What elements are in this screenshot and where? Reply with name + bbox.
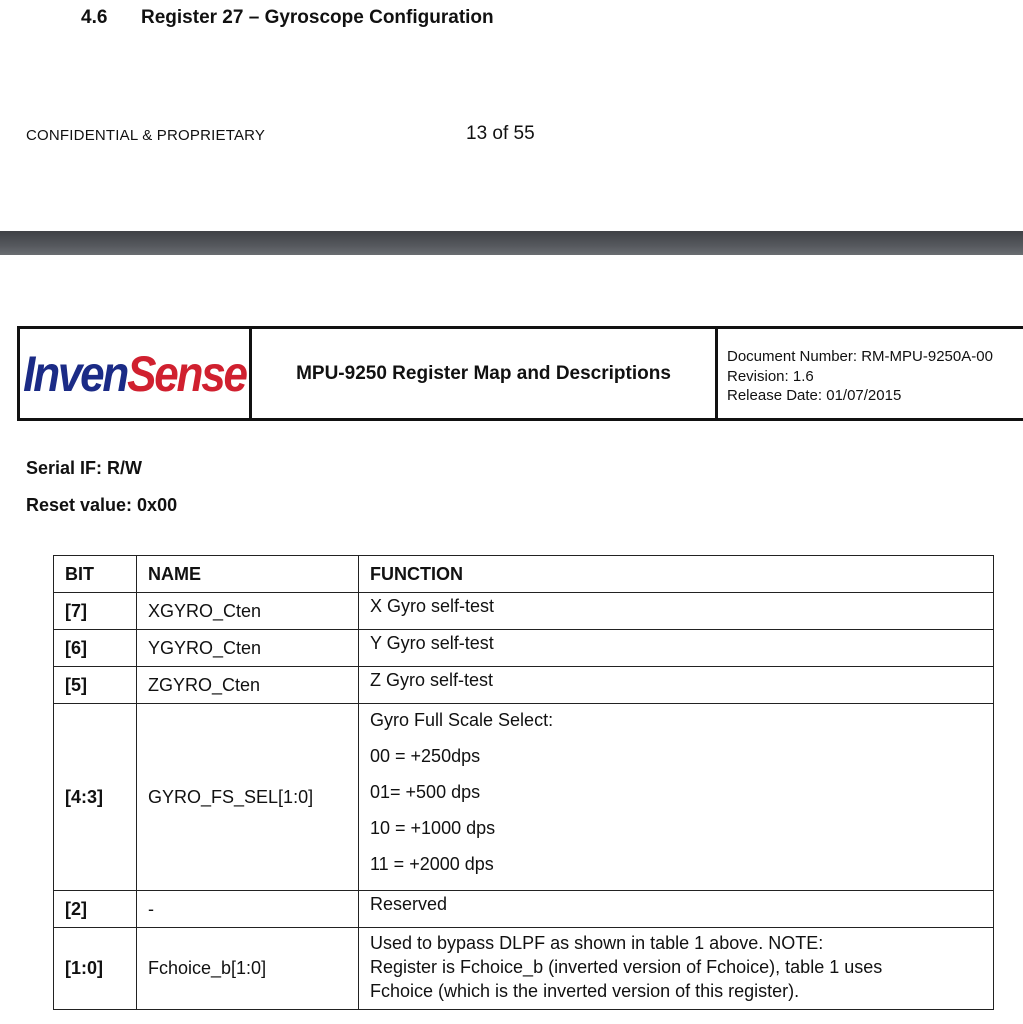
function-line: 01= +500 dps xyxy=(370,782,481,802)
function-line: Fchoice (which is the inverted version of this register). xyxy=(370,981,800,1001)
release-date: Release Date: 01/07/2015 xyxy=(727,387,902,404)
function-cell: X Gyro self-test xyxy=(359,593,994,630)
bit-cell: [4:3] xyxy=(54,704,137,891)
function-cell xyxy=(359,704,994,891)
function-cell xyxy=(359,928,994,1010)
register-table xyxy=(53,555,994,1010)
table-row xyxy=(54,891,994,928)
name-cell: - xyxy=(137,891,359,928)
bit-cell: [6] xyxy=(54,630,137,667)
logo-part-inven: Inven xyxy=(23,345,128,402)
logo-cell xyxy=(20,329,252,418)
document-title: MPU-9250 Register Map and Descriptions xyxy=(252,329,718,418)
function-line: 11 = +2000 dps xyxy=(370,854,494,874)
page-separator xyxy=(0,231,1023,255)
function-cell: Z Gyro self-test xyxy=(359,667,994,704)
function-cell: Reserved xyxy=(359,891,994,928)
logo-part-sense: Sense xyxy=(127,345,246,402)
header-bit: BIT xyxy=(54,556,137,593)
function-line: 10 = +1000 dps xyxy=(370,818,496,838)
table-header-row xyxy=(54,556,994,593)
function-line: Register is Fchoice_b (inverted version of Fchoice), table 1 uses xyxy=(370,957,883,977)
function-line: 00 = +250dps xyxy=(370,746,481,766)
table-row xyxy=(54,704,994,891)
name-cell: YGYRO_Cten xyxy=(137,630,359,667)
bit-cell: [1:0] xyxy=(54,928,137,1010)
section-number: 4.6 xyxy=(81,7,108,28)
page-number: 13 of 55 xyxy=(466,123,535,144)
bit-cell: [7] xyxy=(54,593,137,630)
function-line: Gyro Full Scale Select: xyxy=(370,710,554,730)
name-cell: GYRO_FS_SEL[1:0] xyxy=(137,704,359,891)
bit-cell: [2] xyxy=(54,891,137,928)
table-row xyxy=(54,593,994,630)
serial-if: Serial IF: R/W xyxy=(26,458,143,478)
document-header xyxy=(17,326,1023,421)
function-cell: Y Gyro self-test xyxy=(359,630,994,667)
name-cell: Fchoice_b[1:0] xyxy=(137,928,359,1010)
reset-value: Reset value: 0x00 xyxy=(26,495,178,515)
document-meta xyxy=(718,329,993,418)
table-row xyxy=(54,928,994,1010)
name-cell: ZGYRO_Cten xyxy=(137,667,359,704)
name-cell: XGYRO_Cten xyxy=(137,593,359,630)
section-heading xyxy=(81,7,494,29)
confidential-label: CONFIDENTIAL & PROPRIETARY xyxy=(26,127,266,144)
section-title: Register 27 – Gyroscope Configuration xyxy=(141,7,494,28)
table-row xyxy=(54,667,994,704)
header-name: NAME xyxy=(137,556,359,593)
document-number: Document Number: RM-MPU-9250A-00 xyxy=(727,348,993,365)
function-line: Used to bypass DLPF as shown in table 1 above. NOTE: xyxy=(370,933,824,953)
invensense-logo xyxy=(23,345,246,403)
table-row xyxy=(54,630,994,667)
revision: Revision: 1.6 xyxy=(727,367,814,385)
header-function: FUNCTION xyxy=(359,556,994,593)
bit-cell: [5] xyxy=(54,667,137,704)
